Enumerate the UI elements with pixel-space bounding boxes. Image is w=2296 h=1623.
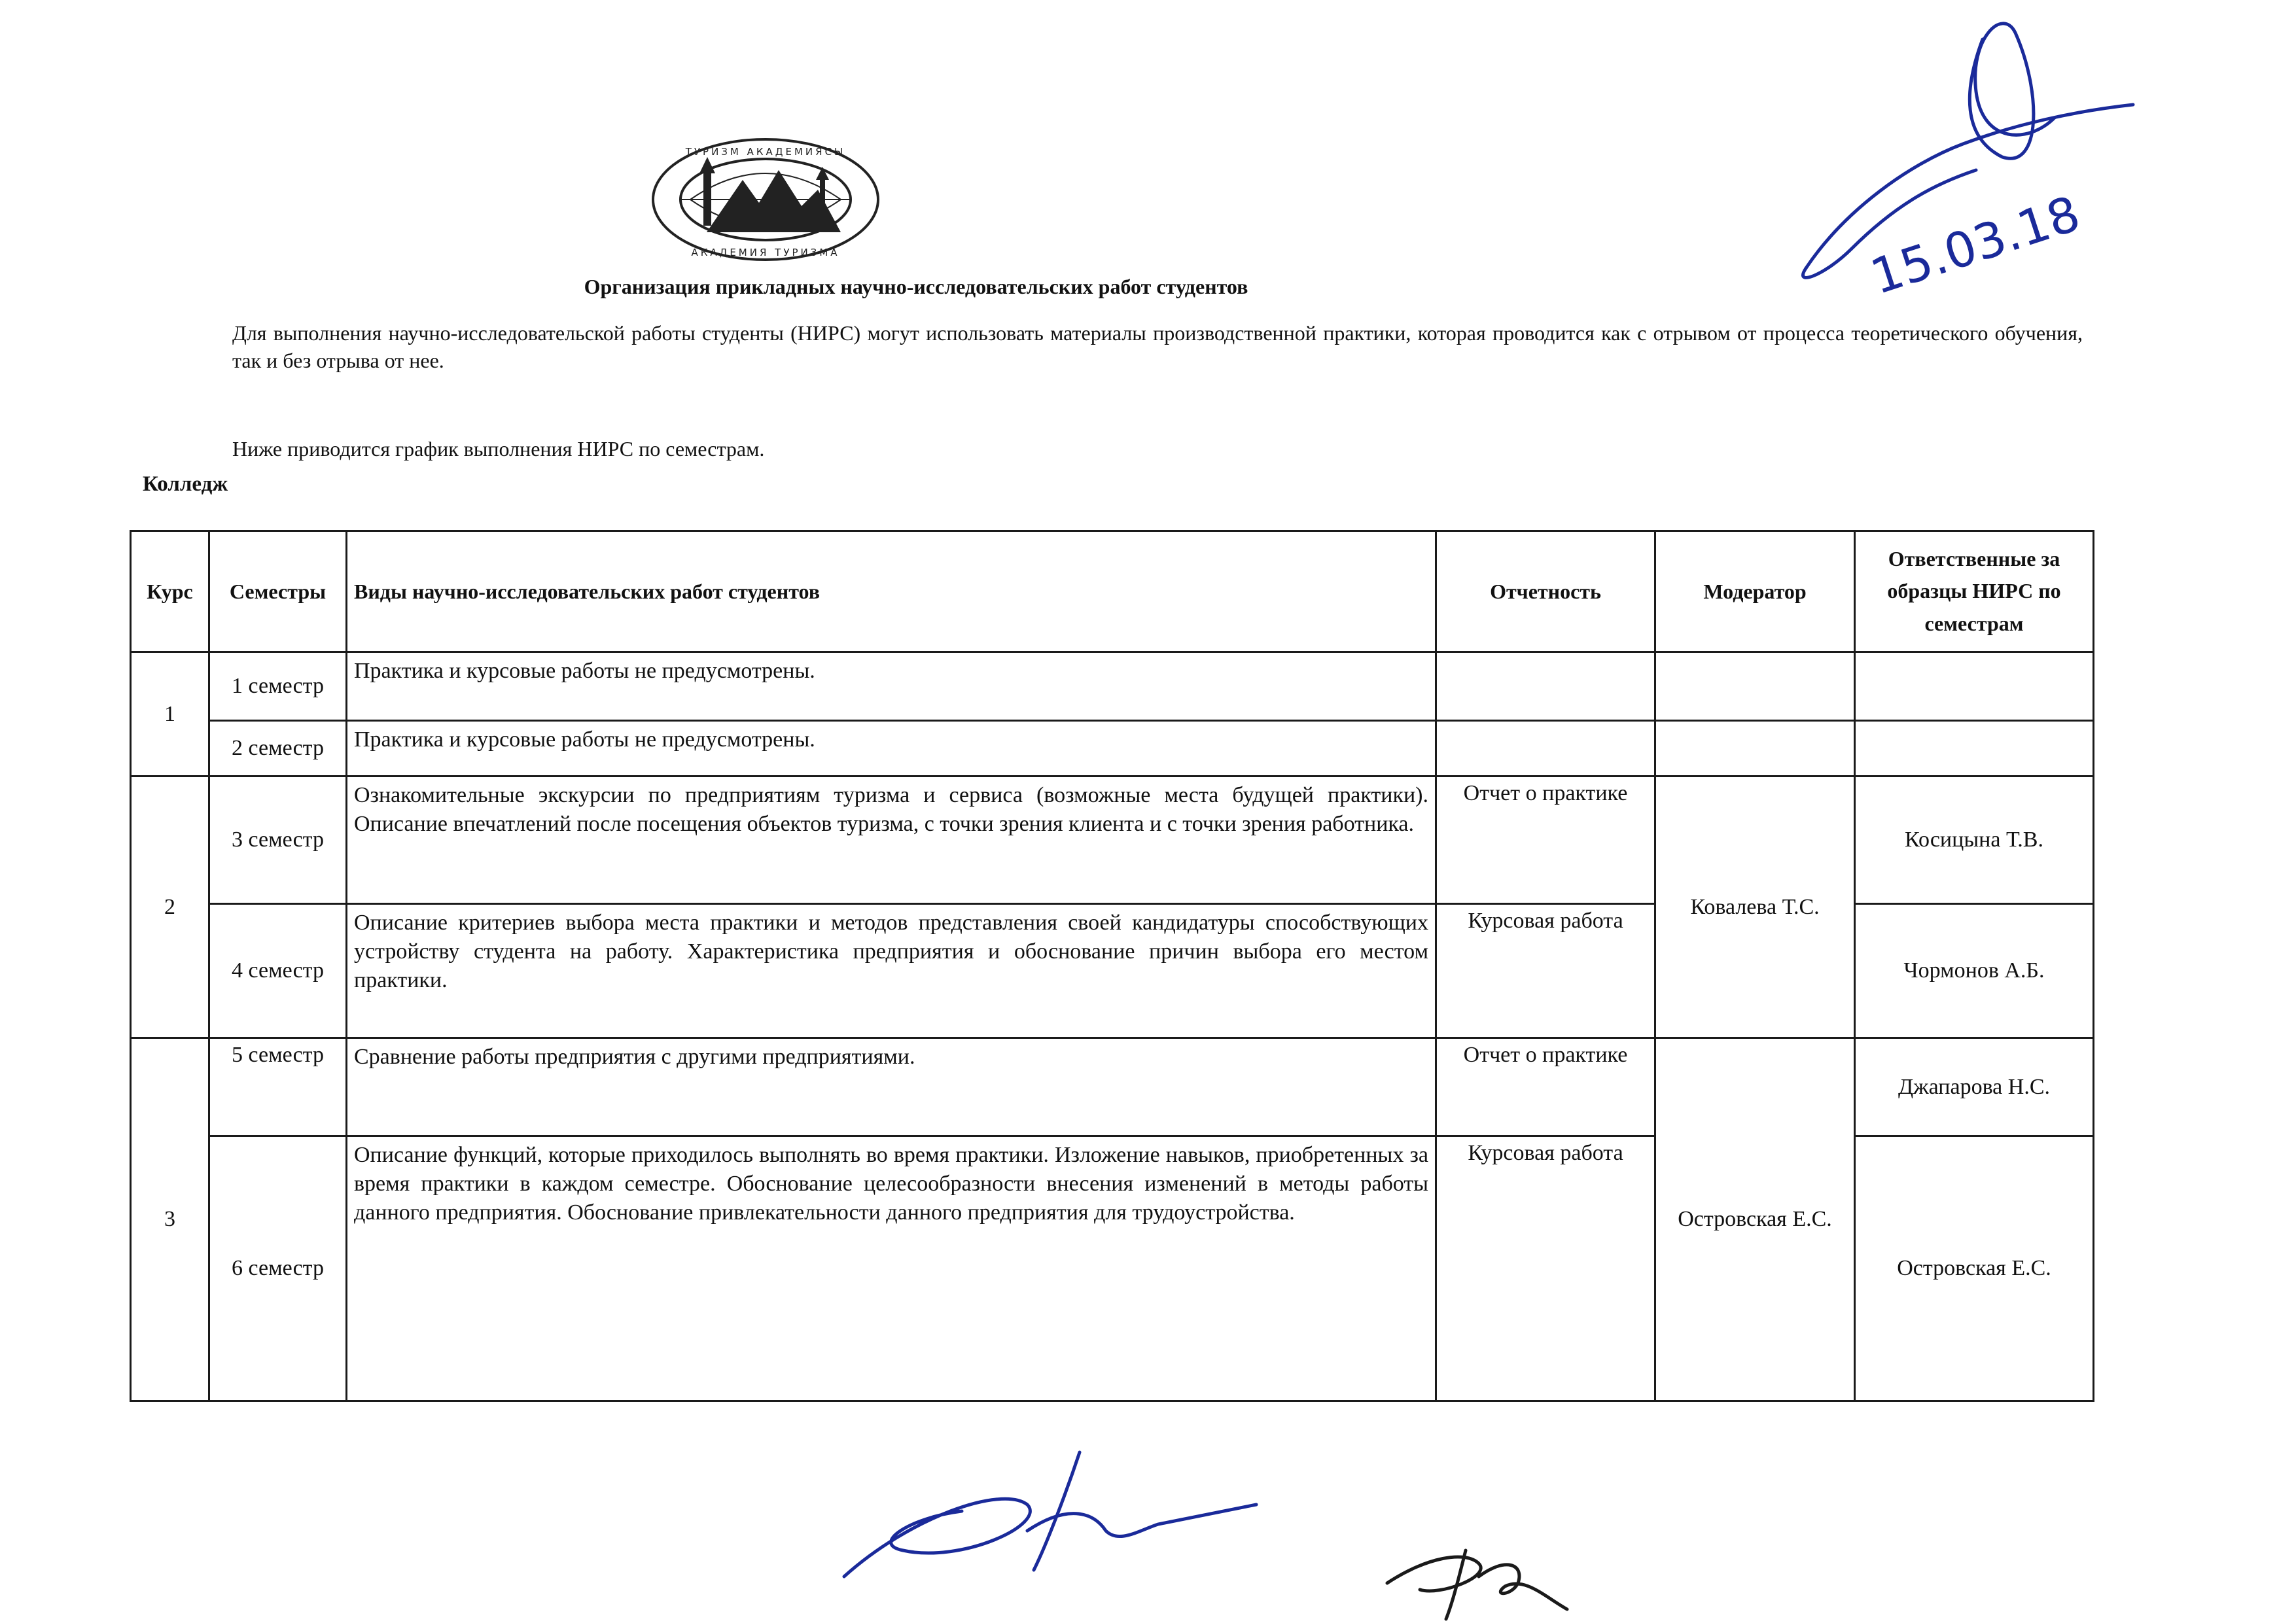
reporting-cell: [1436, 652, 1655, 721]
table-row: [131, 721, 2094, 777]
responsible-cell: Джапарова Н.С.: [1855, 1038, 2094, 1136]
academy-logo: [645, 134, 887, 265]
moderator-cell: Островская Е.С.: [1655, 1038, 1855, 1401]
responsible-cell: Косицына Т.В.: [1855, 777, 2094, 904]
reporting-cell: Отчет о практике: [1436, 777, 1655, 904]
table-header-row: [131, 531, 2094, 652]
description-cell: Сравнение работы предприятия с другими предприятиями.: [347, 1038, 1436, 1136]
handwritten-date: 15.03.18: [1863, 185, 2087, 306]
semester-cell: 6 семестр: [209, 1136, 347, 1401]
description-cell: Практика и курсовые работы не предусмотрены.: [347, 721, 1436, 777]
description-cell: Практика и курсовые работы не предусмотрены.: [347, 652, 1436, 721]
handwritten-signature-top: [1767, 13, 2172, 314]
responsible-cell: Островская Е.С.: [1855, 1136, 2094, 1401]
svg-text:АКАДЕМИЯ ТУРИЗМА: АКАДЕМИЯ ТУРИЗМА: [691, 247, 840, 258]
reporting-cell: Курсовая работа: [1436, 1136, 1655, 1401]
svg-text:ТУРИЗМ АКАДЕМИЯСЫ: ТУРИЗМ АКАДЕМИЯСЫ: [685, 146, 846, 158]
description-cell: Описание функций, которые приходилось выполнять во время практики. Изложение навыков, приобретенных за время практики в каждом семестре. Обоснование целесообразности внесения изменений в методы работы данного предприятия. Обоснование привлекательности данного предприятия для трудоустройства.: [347, 1136, 1436, 1401]
description-cell: Описание критериев выбора места практики и методов представления своей кандидатуры способствующих устройству студента на работу. Характеристика предприятия и обоснование причин выбора его местом практики.: [347, 904, 1436, 1038]
section-heading: Колледж: [143, 472, 228, 496]
reporting-cell: [1436, 721, 1655, 777]
description-cell: Ознакомительные экскурсии по предприятиям туризма и сервиса (возможные места будущей практики). Описание впечатлений после посещения объектов туризма, с точки зрения клиента и с точки зрения работника.: [347, 777, 1436, 904]
schedule-note: Ниже приводится график выполнения НИРС по семестрам.: [232, 437, 765, 461]
responsible-cell: [1855, 721, 2094, 777]
header-semesters: Семестры: [209, 531, 347, 652]
responsible-cell: [1855, 652, 2094, 721]
semester-cell: 2 семестр: [209, 721, 347, 777]
moderator-cell: [1655, 721, 1855, 777]
course-cell: 1: [131, 652, 209, 777]
semester-cell: 5 семестр: [209, 1038, 347, 1136]
nirs-schedule-table: [130, 530, 2094, 1402]
responsible-cell: Чормонов А.Б.: [1855, 904, 2094, 1038]
moderator-cell: [1655, 652, 1855, 721]
signature-bottom-right: [1374, 1537, 1570, 1623]
header-reporting: Отчетность: [1436, 531, 1655, 652]
page-title: Организация прикладных научно-исследовательских работ студентов: [584, 275, 1248, 298]
table-row: [131, 1038, 2094, 1136]
header-course: Курс: [131, 531, 209, 652]
moderator-cell: Ковалева Т.С.: [1655, 777, 1855, 1038]
reporting-cell: Курсовая работа: [1436, 904, 1655, 1038]
table-row: [131, 777, 2094, 904]
intro-paragraph: Для выполнения научно-исследовательской работы студенты (НИРС) могут использовать материалы производственной практики, которая проводится как с отрывом от процесса теоретического обучения, так и без отрыва от нее.: [232, 321, 2083, 373]
course-cell: 2: [131, 777, 209, 1038]
header-responsible: Ответственные за образцы НИРС по семестрам: [1855, 531, 2094, 652]
semester-cell: 3 семестр: [209, 777, 347, 904]
table-row: [131, 652, 2094, 721]
course-cell: 3: [131, 1038, 209, 1401]
header-moderator: Модератор: [1655, 531, 1855, 652]
header-types: Виды научно-исследовательских работ студентов: [347, 531, 1436, 652]
semester-cell: 1 семестр: [209, 652, 347, 721]
semester-cell: 4 семестр: [209, 904, 347, 1038]
signature-bottom-left: [831, 1439, 1263, 1603]
reporting-cell: Отчет о практике: [1436, 1038, 1655, 1136]
